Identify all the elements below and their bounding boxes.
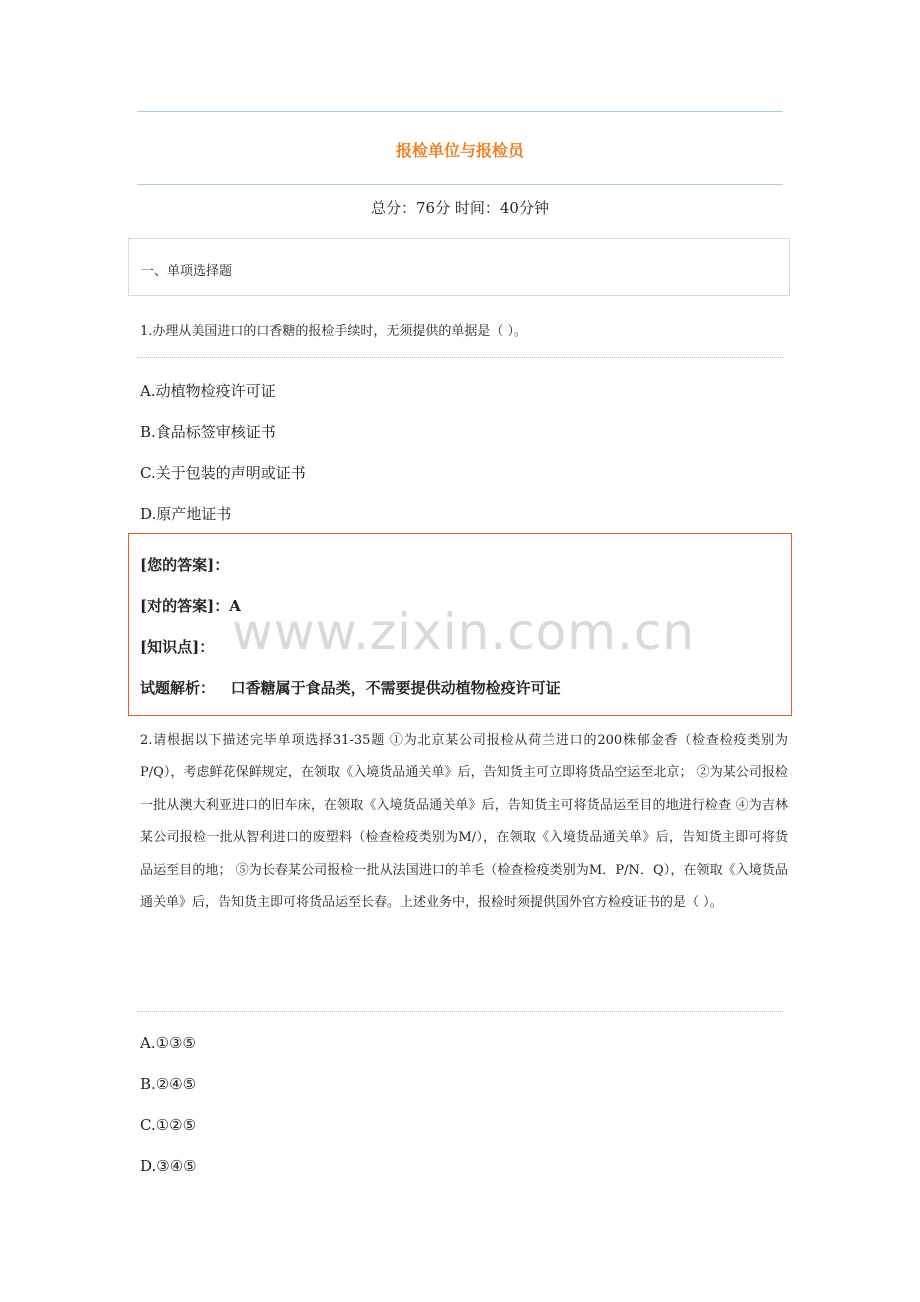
question-1-option-a[interactable]: A.动植物检疫许可证	[140, 382, 276, 400]
correct-answer: [对的答案]：A	[140, 597, 241, 615]
question-1-option-c[interactable]: C.关于包装的声明或证书	[140, 464, 306, 482]
question-1-divider	[137, 357, 783, 358]
question-2-option-c[interactable]: C.①②⑤	[140, 1116, 197, 1134]
question-1-option-d[interactable]: D.原产地证书	[140, 505, 232, 523]
page-title: 报检单位与报检员	[395, 141, 524, 160]
header-bottom-rule	[137, 184, 783, 185]
exam-meta: 总分：76分 时间：40分钟	[371, 199, 549, 217]
question-2-divider	[137, 1011, 783, 1012]
your-answer-label: [您的答案]：	[140, 556, 230, 574]
watermark: www.zixin.com.cn	[232, 603, 696, 661]
question-2-option-a[interactable]: A.①③⑤	[140, 1034, 196, 1052]
knowledge-point: [知识点]：	[140, 638, 215, 656]
question-2-option-d[interactable]: D.③④⑤	[140, 1157, 197, 1175]
answer-analysis: 试题解析： 口香糖属于食品类，不需要提供动植物检疫许可证	[140, 679, 561, 697]
question-1-stem: 1.办理从美国进口的口香糖的报检手续时，无须提供的单据是（ ）。	[140, 324, 528, 339]
question-2-stem: 2.请根据以下描述完毕单项选择31-35题 ①为北京某公司报检从荷兰进口的200株郁金香（检查检疫类别为P/Q），考虑鲜花保鲜规定，在领取《入境货品通关单》后，告知货主可立即将货品空运至北京； ②为某公司报检一批从澳大利亚进口的旧车床，在领取《入境货品通关单》后，告知货主可将货品运至目的地进行检查 ④为吉林某公司报检一批从智利进口的废塑料（检查检疫类别为M/），在领取《入境货品通关单》后，告知货主即可将货品运至目的地； ⑤为长春某公司报检一批从法国进口的羊毛（检查检疫类别为M．P/N．Q），在领取《入境货品通关单》后，告知货主即可将货品运至长春。上述业务中，报检时须提供国外官方检疫证书的是（ ）。	[140, 733, 788, 911]
question-2-option-b[interactable]: B.②④⑤	[140, 1075, 197, 1093]
section-header	[128, 238, 790, 296]
header-top-rule	[137, 111, 783, 112]
section-label: 一、单项选择题	[141, 264, 233, 279]
question-1-option-b[interactable]: B.食品标签审核证书	[140, 423, 276, 441]
